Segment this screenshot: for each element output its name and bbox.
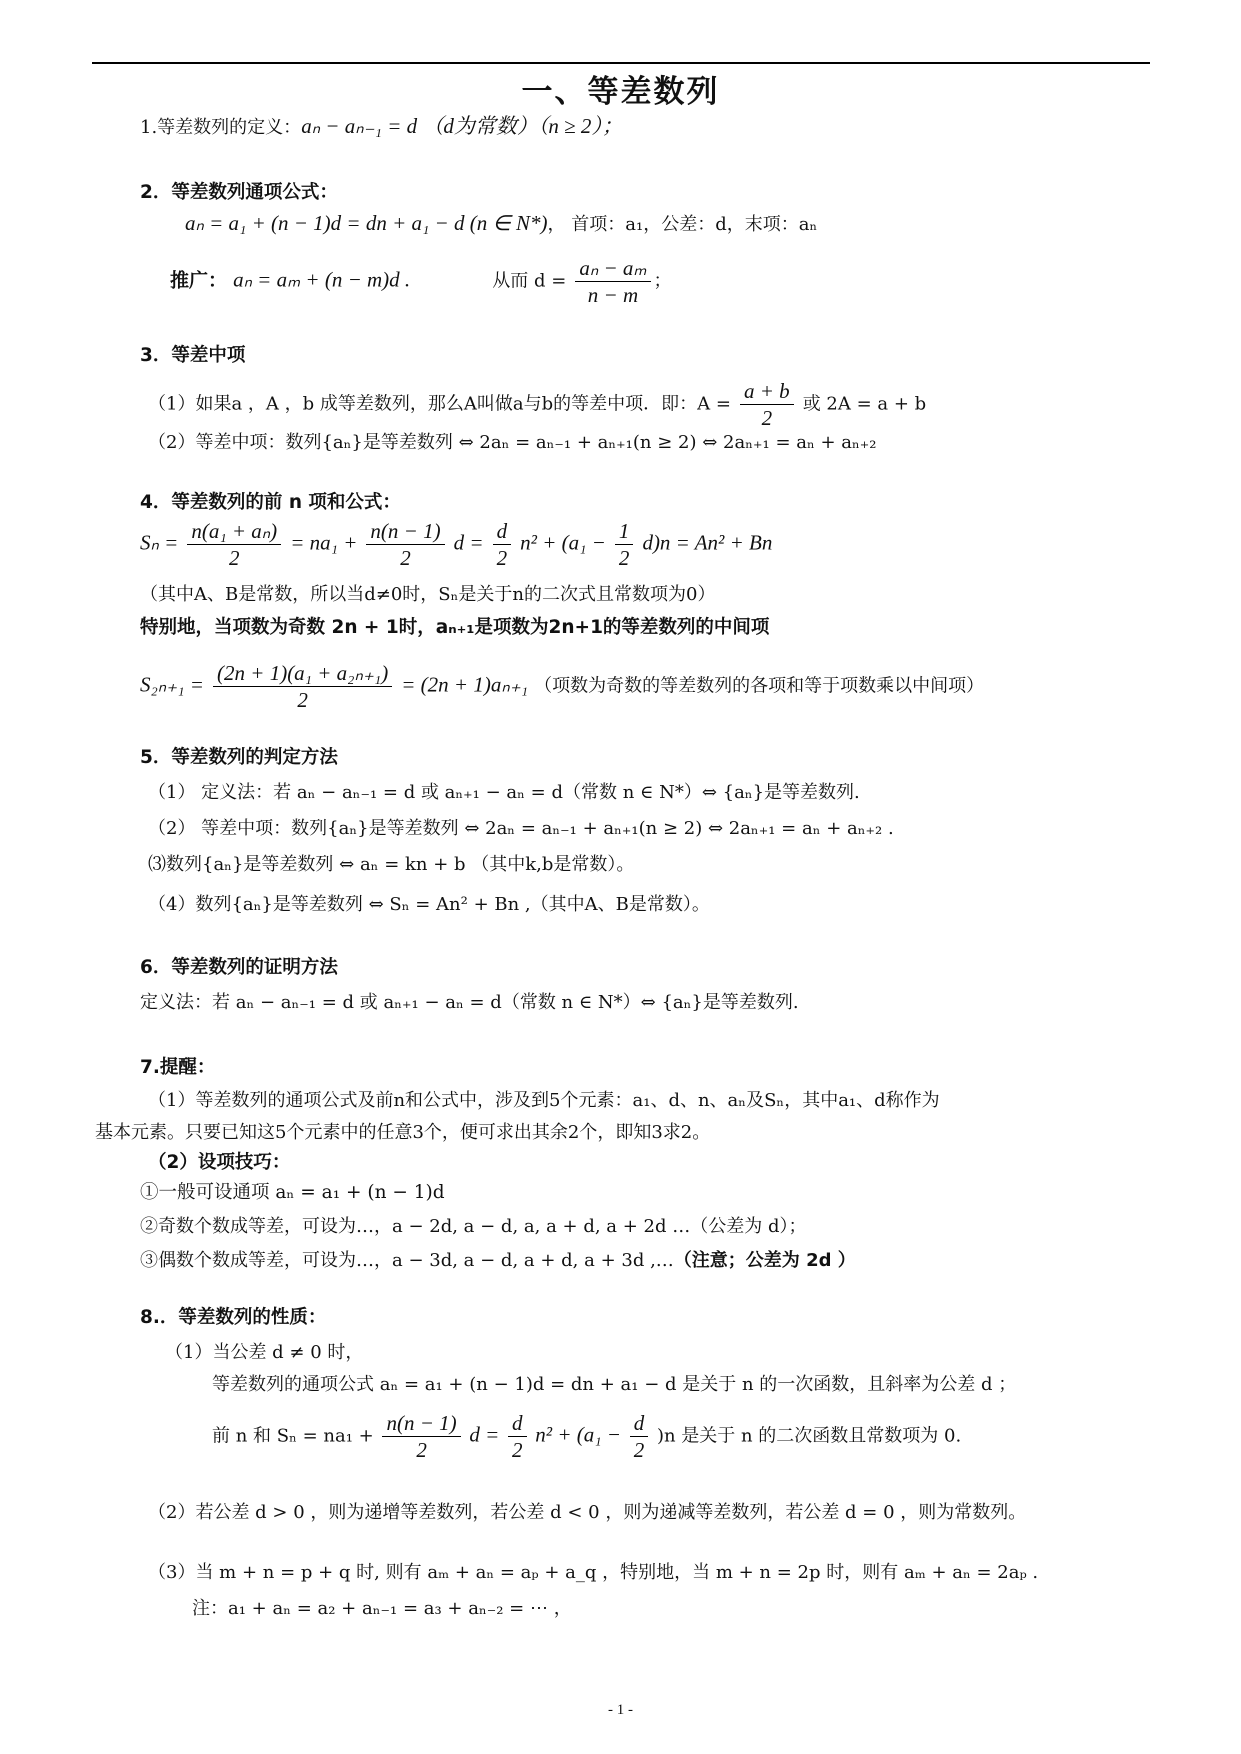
generalization-label: 推广： — [170, 269, 228, 292]
section-8-heading: 8.．等差数列的性质： — [140, 1307, 327, 1328]
sum-formula-mid-1: = na₁ + — [290, 530, 358, 555]
odd-sum-line — [140, 660, 984, 713]
arith-mean-end: 或 2A = a + b — [802, 393, 927, 415]
sum-fraction-3-den: 2 — [496, 546, 508, 570]
property-1b-end: )n 是关于 n 的二次函数且常数项为 0. — [656, 1425, 962, 1447]
sum-formula-line — [140, 518, 772, 571]
term-tip-1: ①一般可设通项 aₙ = a₁ + (n − 1)d — [140, 1182, 445, 1203]
property-1b-start: 前 n 和 Sₙ = na₁ + — [212, 1425, 374, 1447]
sum-fraction-1-den: 2 — [229, 546, 240, 570]
sum-fraction-1 — [187, 518, 281, 571]
general-term-line — [185, 210, 817, 238]
property-1b-fraction-1 — [382, 1410, 460, 1463]
property-1b-mid: d = — [469, 1422, 500, 1447]
sum-fraction-1-num: n(a₁ + aₙ) — [187, 518, 281, 545]
reminder-1a: （1）等差数列的通项公式及前n和公式中，涉及到5个元素：a₁、d、n、aₙ及Sₙ，其中a₁、d称作为 — [148, 1090, 940, 1111]
definition-formula: aₙ − aₙ₋₁ = d （d为常数）（n ≥ 2）； — [301, 114, 623, 138]
term-tip-3 — [140, 1248, 856, 1274]
property-1: （1）当公差 d ≠ 0 时， — [165, 1342, 364, 1363]
criterion-1: （1） 定义法：若 aₙ − aₙ₋₁ = d 或 aₙ₊₁ − aₙ = d（常数 n ∈ N*）⇔ {aₙ}是等差数列. — [148, 782, 860, 803]
arith-mean-line-1 — [148, 378, 926, 431]
arith-mean-line-2: （2）等差中项：数列{aₙ}是等差数列 ⇔ 2aₙ = aₙ₋₁ + aₙ₊₁(n ≥ 2) ⇔ 2aₙ₊₁ = aₙ + aₙ₊₂ — [148, 432, 877, 453]
sum-formula-mid-2: d = — [453, 530, 484, 555]
term-tip-3-text: ③偶数个数成等差，可设为…，a − 3d, a − d, a + d, a + 3d ,… — [140, 1250, 674, 1271]
sum-fraction-4-num: 1 — [615, 518, 634, 545]
d-fraction-denominator: n − m — [587, 283, 639, 307]
section-1 — [140, 113, 623, 141]
sum-formula-mid-3: n² + (a₁ − — [520, 530, 606, 555]
top-rule — [92, 62, 1150, 64]
odd-sum-fraction — [213, 660, 392, 713]
arith-mean-fraction — [740, 378, 794, 431]
property-1b-den-3: 2 — [633, 1438, 645, 1462]
sum-formula-start: Sₙ = — [140, 530, 179, 555]
property-1b-num-2: d — [508, 1410, 527, 1437]
property-1b-num-1: n(n − 1) — [382, 1410, 460, 1437]
section-3-heading: 3．等差中项 — [140, 345, 246, 366]
sum-fraction-4-den: 2 — [618, 546, 630, 570]
property-1b-den-2: 2 — [512, 1438, 523, 1462]
criterion-3: ⑶数列{aₙ}是等差数列 ⇔ aₙ = kn + b （其中k,b是常数）。 — [148, 854, 635, 875]
sum-fraction-4 — [615, 518, 634, 571]
page-title: 一、等差数列 — [521, 74, 720, 110]
general-term-formula: aₙ = a₁ + (n − 1)d = dn + a₁ − d (n ∈ N*) — [185, 211, 548, 235]
generalization-then: 从而 d = — [492, 270, 567, 292]
arith-mean-text: （1）如果a ，A ，b 成等差数列，那么A叫做a与b的等差中项．即：A = — [148, 393, 731, 415]
odd-sum-denominator: 2 — [297, 688, 308, 712]
property-1b-num-3: d — [630, 1410, 649, 1437]
sum-formula-end: d)n = An² + Bn — [642, 530, 773, 555]
sum-fraction-3 — [493, 518, 512, 571]
sum-fraction-2 — [366, 518, 444, 571]
general-term-note: ， 首项：a₁，公差：d，末项：aₙ — [547, 214, 818, 235]
property-1b-fraction-3 — [630, 1410, 649, 1463]
odd-terms-note: 特别地，当项数为奇数 2n + 1时，aₙ₊₁是项数为2n+1的等差数列的中间项 — [140, 617, 770, 638]
arith-mean-denominator: 2 — [761, 406, 773, 430]
property-1a: 等差数列的通项公式 aₙ = a₁ + (n − 1)d = dn + a₁ − d 是关于 n 的一次函数，且斜率为公差 d ； — [212, 1374, 1017, 1395]
odd-sum-note: （项数为奇数的等差数列的各项和等于项数乘以中间项） — [534, 675, 985, 697]
d-fraction — [575, 255, 650, 308]
reminder-2-heading: （2）设项技巧： — [148, 1152, 291, 1173]
sum-fraction-2-num: n(n − 1) — [366, 518, 444, 545]
d-fraction-numerator: aₙ − aₘ — [575, 255, 650, 282]
generalization-line — [170, 255, 672, 308]
property-2: （2）若公差 d > 0 ，则为递增等差数列，若公差 d < 0 ，则为递减等差数列，若公差 d = 0 ，则为常数列。 — [148, 1502, 1027, 1523]
reminder-1b: 基本元素。只要已知这5个元素中的任意3个，便可求出其余2个，即知3求2。 — [95, 1122, 711, 1143]
section-5-heading: 5．等差数列的判定方法 — [140, 747, 338, 768]
proof-method: 定义法：若 aₙ − aₙ₋₁ = d 或 aₙ₊₁ − aₙ = d（常数 n ∈ N*）⇔ {aₙ}是等差数列. — [140, 992, 799, 1013]
section-4-heading: 4．等差数列的前 n 项和公式： — [140, 492, 401, 513]
property-3-note: 注：a₁ + aₙ = a₂ + aₙ₋₁ = a₃ + aₙ₋₂ = ⋯ ， — [192, 1598, 572, 1619]
odd-sum-start: S₂ₙ₊₁ = — [140, 672, 204, 697]
section-7-heading: 7.提醒： — [140, 1057, 216, 1078]
generalization-end: ； — [653, 270, 672, 292]
page-number: - 1 - — [608, 1702, 633, 1718]
section-6-heading: 6．等差数列的证明方法 — [140, 957, 338, 978]
property-1b-fraction-2 — [508, 1410, 527, 1463]
term-tip-3-note: （注意；公差为 2d ） — [673, 1250, 856, 1271]
property-1b-den-1: 2 — [416, 1438, 427, 1462]
sum-fraction-2-den: 2 — [400, 546, 411, 570]
sum-fraction-3-num: d — [493, 518, 512, 545]
definition-label: 1.等差数列的定义： — [140, 117, 302, 138]
odd-sum-end: = (2n + 1)aₙ₊₁ — [401, 672, 529, 697]
property-3: （3）当 m + n = p + q 时, 则有 aₘ + aₙ = aₚ + a_q ，特别地，当 m + n = 2p 时，则有 aₘ + aₙ = 2aₚ . — [148, 1562, 1039, 1583]
arith-mean-numerator: a + b — [740, 378, 794, 405]
criterion-4: （4）数列{aₙ}是等差数列 ⇔ Sₙ = An² + Bn ,（其中A、B是常数）。 — [148, 894, 710, 915]
property-1b — [212, 1410, 961, 1463]
criterion-2: （2） 等差中项：数列{aₙ}是等差数列 ⇔ 2aₙ = aₙ₋₁ + aₙ₊₁(n ≥ 2) ⇔ 2aₙ₊₁ = aₙ + aₙ₊₂ . — [148, 818, 894, 839]
sum-note: （其中A、B是常数，所以当d≠0时，Sₙ是关于n的二次式且常数项为0） — [140, 584, 716, 605]
term-tip-2: ②奇数个数成等差，可设为…，a − 2d, a − d, a, a + d, a + 2d …（公差为 d）； — [140, 1216, 807, 1237]
property-1b-mid-2: n² + (a₁ − — [535, 1422, 621, 1447]
generalization-formula: aₙ = aₘ + (n − m)d . — [233, 267, 411, 292]
section-2-heading: 2．等差数列通项公式： — [140, 182, 338, 203]
odd-sum-numerator: (2n + 1)(a₁ + a₂ₙ₊₁) — [213, 660, 392, 687]
